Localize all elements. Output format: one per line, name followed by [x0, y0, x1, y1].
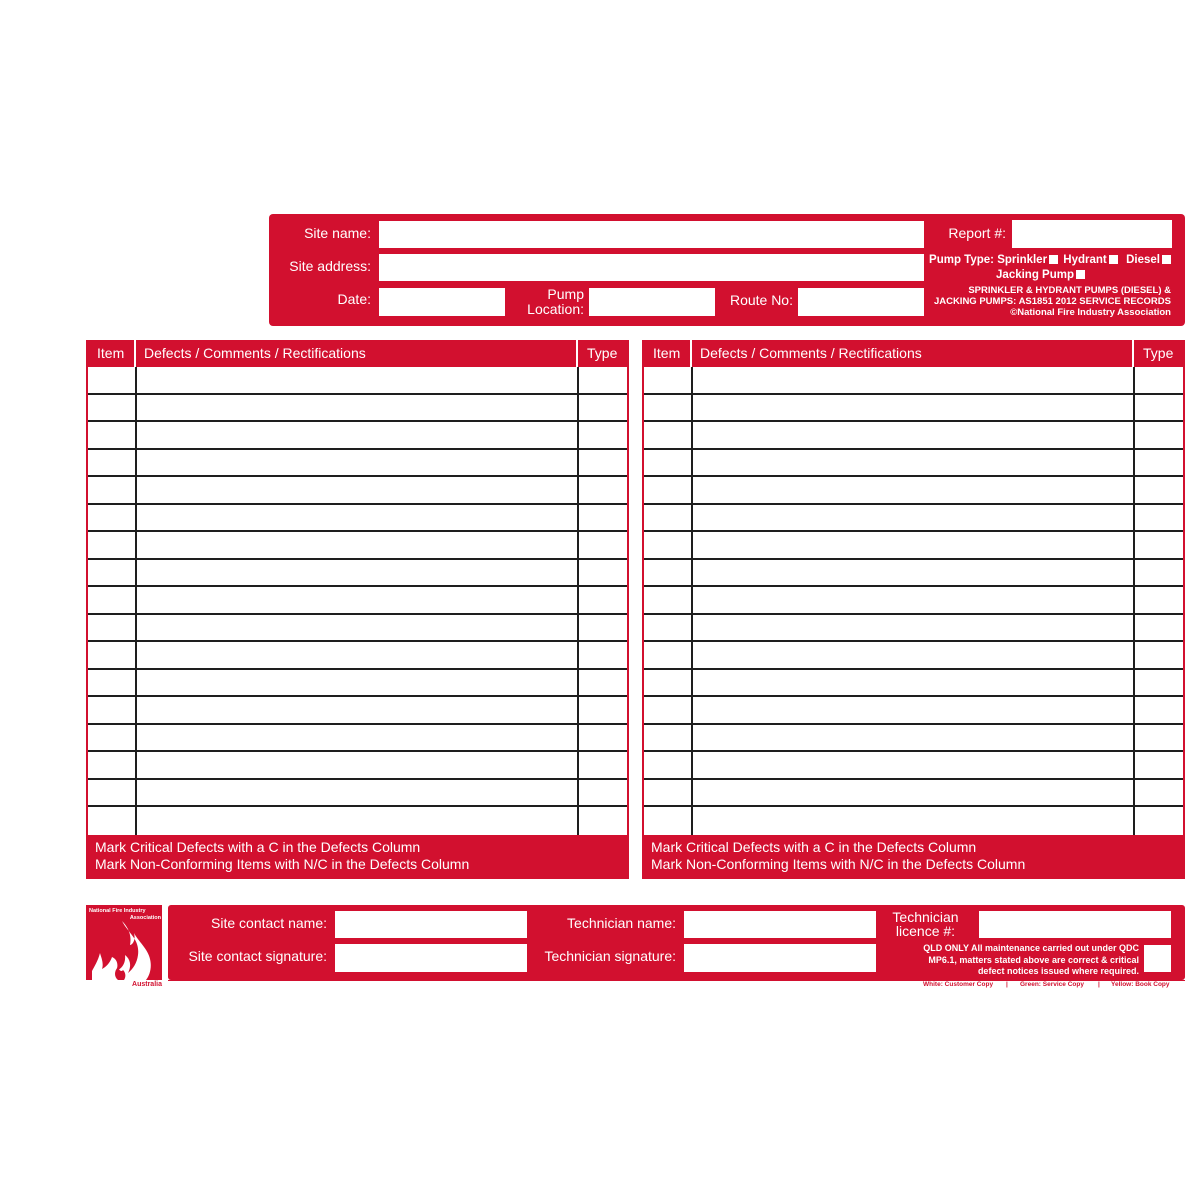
green-copy-note: Green: Service Copy: [1020, 981, 1084, 988]
site-name-label: Site name:: [304, 225, 371, 241]
yellow-copy-note: Yellow: Book Copy: [1111, 981, 1170, 988]
nfia-logo: [86, 905, 162, 980]
column-header-defects: Defects / Comments / Rectifications: [700, 345, 922, 361]
technician-licence-label: [880, 910, 971, 938]
technician-licence-label-line-1: Technician: [892, 909, 959, 925]
column-rule-type: [577, 367, 579, 835]
pump-type-diesel-label: Diesel: [1126, 254, 1160, 266]
column-rule-item: [691, 367, 693, 835]
site-contact-signature-label: Site contact signature:: [188, 948, 327, 964]
table-row[interactable]: [88, 752, 627, 780]
defects-table-right: [642, 340, 1185, 879]
qld-note-line-1: QLD ONLY All maintenance carried out under QDC: [923, 943, 1139, 953]
qld-confirmation-box[interactable]: [1144, 945, 1171, 972]
table-row[interactable]: [88, 780, 627, 808]
table-row[interactable]: [644, 477, 1183, 505]
table-row[interactable]: [88, 807, 627, 833]
pump-location-label-line-1: Pump: [547, 286, 584, 302]
table-row[interactable]: [644, 752, 1183, 780]
site-contact-name-field[interactable]: [335, 911, 527, 938]
form-title-line-2: JACKING PUMPS: AS1851 2012 SERVICE RECORDS: [933, 296, 1171, 307]
table-row[interactable]: [88, 477, 627, 505]
table-row[interactable]: [88, 642, 627, 670]
column-header-defects: Defects / Comments / Rectifications: [144, 345, 366, 361]
table-row[interactable]: [644, 807, 1183, 833]
form-title: [869, 285, 1171, 318]
site-contact-name-label: Site contact name:: [211, 915, 327, 931]
pump-type-hydrant-label: Hydrant: [1063, 254, 1107, 266]
table-row[interactable]: [644, 560, 1183, 588]
site-contact-signature-field[interactable]: [335, 944, 527, 972]
table-row[interactable]: [644, 450, 1183, 478]
signoff-panel: [168, 905, 1185, 980]
table-row[interactable]: [644, 780, 1183, 808]
pump-type-sprinkler-label: Sprinkler: [997, 254, 1048, 266]
non-conforming-note: Mark Non-Conforming Items with N/C in the Defects Column: [651, 856, 1026, 872]
jacking-pump-option: [919, 268, 1087, 282]
pump-type-label: Pump Type:: [929, 254, 994, 266]
table-body: [642, 367, 1185, 837]
logo-org-line-2: Association: [129, 914, 161, 921]
logo-country: Australia: [132, 981, 162, 988]
technician-signature-field[interactable]: [684, 944, 876, 972]
date-label: Date:: [337, 291, 371, 307]
pump-type-jacking-label: Jacking Pump: [996, 269, 1074, 281]
table-footer: [642, 835, 1185, 879]
table-header: [86, 340, 629, 367]
table-row[interactable]: [644, 505, 1183, 533]
table-row[interactable]: [644, 422, 1183, 450]
date-field[interactable]: [379, 288, 505, 316]
table-row[interactable]: [88, 367, 627, 395]
table-body: [86, 367, 629, 837]
column-rule-type: [1133, 367, 1135, 835]
table-row[interactable]: [644, 725, 1183, 753]
qld-note-line-2: MP6.1, matters stated above are correct & critical: [928, 954, 1139, 965]
copy-separator: |: [1006, 981, 1008, 988]
table-row[interactable]: [644, 367, 1183, 395]
table-row[interactable]: [88, 505, 627, 533]
header-divider: [576, 340, 578, 367]
white-copy-note: White: Customer Copy: [923, 981, 994, 988]
hydrant-checkbox[interactable]: [1109, 255, 1118, 264]
table-header: [642, 340, 1185, 367]
table-row[interactable]: [644, 532, 1183, 560]
site-name-field[interactable]: [379, 221, 924, 248]
table-row[interactable]: [644, 697, 1183, 725]
critical-defects-note: Mark Critical Defects with a C in the Defects Column: [651, 839, 977, 855]
copy-distribution: [168, 980, 1185, 991]
pump-location-label: [509, 287, 584, 317]
column-header-type: Type: [587, 345, 618, 361]
copyright-text: ©National Fire Industry Association: [1010, 307, 1171, 318]
site-address-field[interactable]: [379, 254, 924, 281]
column-rule-item: [135, 367, 137, 835]
technician-licence-field[interactable]: [979, 911, 1171, 938]
non-conforming-note: Mark Non-Conforming Items with N/C in the Defects Column: [95, 856, 470, 872]
table-row[interactable]: [88, 697, 627, 725]
qld-note: [876, 943, 1139, 978]
header-divider: [690, 340, 692, 367]
table-row[interactable]: [644, 670, 1183, 698]
site-address-label: Site address:: [289, 258, 371, 274]
technician-name-field[interactable]: [684, 911, 876, 938]
diesel-checkbox[interactable]: [1162, 255, 1171, 264]
route-no-label: Route No:: [729, 292, 793, 308]
column-header-item: Item: [653, 345, 681, 361]
copy-separator: |: [1098, 981, 1100, 988]
table-row[interactable]: [88, 587, 627, 615]
defects-table-left: [86, 340, 629, 879]
qld-note-line-3: defect notices issued where required.: [977, 966, 1139, 976]
header-divider: [134, 340, 136, 367]
pump-location-label-line-2: Location:: [527, 301, 584, 317]
table-row[interactable]: [644, 587, 1183, 615]
logo-org-line-1: National Fire Industry: [89, 908, 146, 914]
column-header-item: Item: [97, 345, 125, 361]
pump-type-options: [919, 253, 1173, 267]
technician-name-label: Technician name:: [567, 915, 676, 931]
sprinkler-checkbox[interactable]: [1049, 255, 1058, 264]
table-row[interactable]: [88, 725, 627, 753]
site-details-panel: [269, 214, 1185, 326]
critical-defects-note: Mark Critical Defects with a C in the Defects Column: [95, 839, 421, 855]
jacking-pump-checkbox[interactable]: [1076, 270, 1085, 279]
flame-icon: [88, 919, 160, 980]
report-number-field[interactable]: [1012, 220, 1172, 248]
pump-location-field[interactable]: [589, 288, 715, 316]
table-row[interactable]: [88, 670, 627, 698]
table-footer: [86, 835, 629, 879]
table-row[interactable]: [644, 642, 1183, 670]
table-row[interactable]: [88, 450, 627, 478]
table-row[interactable]: [88, 532, 627, 560]
form-title-line-1: SPRINKLER & HYDRANT PUMPS (DIESEL) &: [968, 285, 1171, 296]
technician-signature-label: Technician signature:: [544, 948, 676, 964]
header-divider: [1132, 340, 1134, 367]
table-row[interactable]: [88, 560, 627, 588]
report-number-label: Report #:: [948, 225, 1006, 241]
table-row[interactable]: [88, 615, 627, 643]
table-row[interactable]: [88, 422, 627, 450]
column-header-type: Type: [1143, 345, 1174, 361]
table-row[interactable]: [88, 395, 627, 423]
table-row[interactable]: [644, 395, 1183, 423]
table-row[interactable]: [644, 615, 1183, 643]
technician-licence-label-line-2: licence #:: [895, 923, 956, 939]
